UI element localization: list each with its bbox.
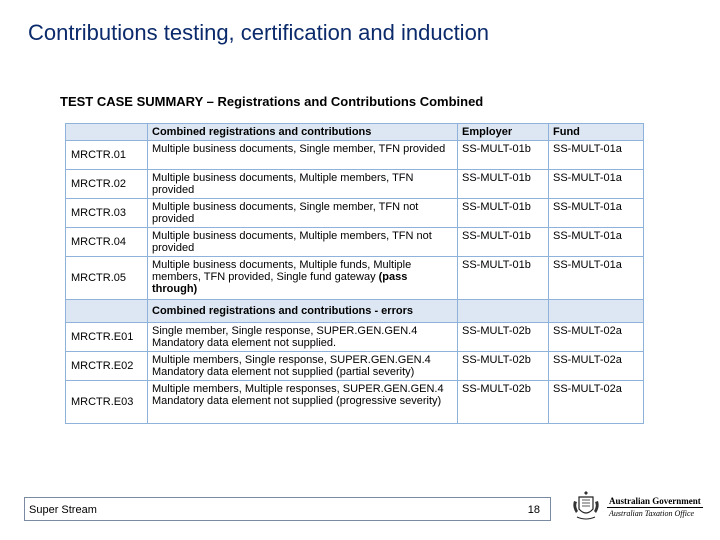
fund-value: SS-MULT-01a — [549, 170, 644, 199]
fund-value: SS-MULT-01a — [549, 199, 644, 228]
test-case-description: Multiple business documents, Single member, TFN not provided — [148, 199, 458, 228]
fund-value: SS-MULT-02a — [549, 381, 644, 424]
test-case-id: MRCTR.05 — [66, 257, 148, 300]
test-case-description — [148, 257, 458, 300]
header-employer: Employer — [458, 124, 549, 141]
test-case-id: MRCTR.E02 — [66, 352, 148, 381]
employer-value: SS-MULT-02b — [458, 323, 549, 352]
test-case-id: MRCTR.04 — [66, 228, 148, 257]
section-blank-cell — [549, 300, 644, 323]
table-row — [66, 170, 644, 199]
employer-value: SS-MULT-01b — [458, 170, 549, 199]
coat-of-arms-icon — [571, 491, 601, 523]
fund-value: SS-MULT-02a — [549, 323, 644, 352]
fund-value: SS-MULT-01a — [549, 257, 644, 300]
fund-value: SS-MULT-01a — [549, 141, 644, 170]
page-number: 18 — [527, 504, 540, 516]
test-case-id: MRCTR.03 — [66, 199, 148, 228]
footer — [24, 497, 551, 521]
table-row — [66, 199, 644, 228]
section-heading-row — [66, 300, 644, 323]
employer-value: SS-MULT-02b — [458, 352, 549, 381]
table-row — [66, 228, 644, 257]
employer-value: SS-MULT-01b — [458, 199, 549, 228]
test-case-id: MRCTR.E03 — [66, 381, 148, 424]
employer-value: SS-MULT-01b — [458, 141, 549, 170]
test-case-id: MRCTR.02 — [66, 170, 148, 199]
employer-value: SS-MULT-01b — [458, 257, 549, 300]
footer-label: Super Stream — [29, 504, 97, 516]
header-description: Combined registrations and contributions — [148, 124, 458, 141]
test-case-id: MRCTR.E01 — [66, 323, 148, 352]
section-blank-cell — [458, 300, 549, 323]
government-logo — [571, 490, 709, 524]
logo-line-government: Australian Government — [609, 496, 701, 506]
test-case-description: Multiple members, Single response, SUPER.GEN.GEN.4 Mandatory data element not supplied (partial severity) — [148, 352, 458, 381]
slide-title: Contributions testing, certification and induction — [28, 20, 490, 45]
logo-line-agency: Australian Taxation Office — [609, 509, 695, 518]
test-case-id: MRCTR.01 — [66, 141, 148, 170]
table-row — [66, 257, 644, 300]
test-case-description: Single member, Single response, SUPER.GEN.GEN.4 Mandatory data element not supplied. — [148, 323, 458, 352]
table-row — [66, 381, 644, 424]
description-text: Multiple business documents, Multiple funds, Multiple members, TFN provided, Single fund gateway — [152, 259, 412, 283]
test-case-description: Multiple business documents, Single member, TFN provided — [148, 141, 458, 170]
header-id — [66, 124, 148, 141]
table-header-row — [66, 124, 644, 141]
fund-value: SS-MULT-02a — [549, 352, 644, 381]
description-bold-text: (pass through) — [152, 271, 408, 295]
test-case-table — [65, 123, 644, 424]
table-heading: TEST CASE SUMMARY – Registrations and Contributions Combined — [60, 94, 484, 109]
table-row — [66, 352, 644, 381]
test-case-description: Multiple business documents, Multiple members, TFN provided — [148, 170, 458, 199]
table-row — [66, 141, 644, 170]
table-row — [66, 323, 644, 352]
section-blank-cell — [66, 300, 148, 323]
test-case-description: Multiple members, Multiple responses, SUPER.GEN.GEN.4 Mandatory data element not supplied (progressive severity) — [148, 381, 458, 424]
employer-value: SS-MULT-02b — [458, 381, 549, 424]
logo-text — [607, 495, 703, 519]
section-heading: Combined registrations and contributions - errors — [148, 300, 458, 323]
test-case-description: Multiple business documents, Multiple members, TFN not provided — [148, 228, 458, 257]
employer-value: SS-MULT-01b — [458, 228, 549, 257]
fund-value: SS-MULT-01a — [549, 228, 644, 257]
header-fund: Fund — [549, 124, 644, 141]
